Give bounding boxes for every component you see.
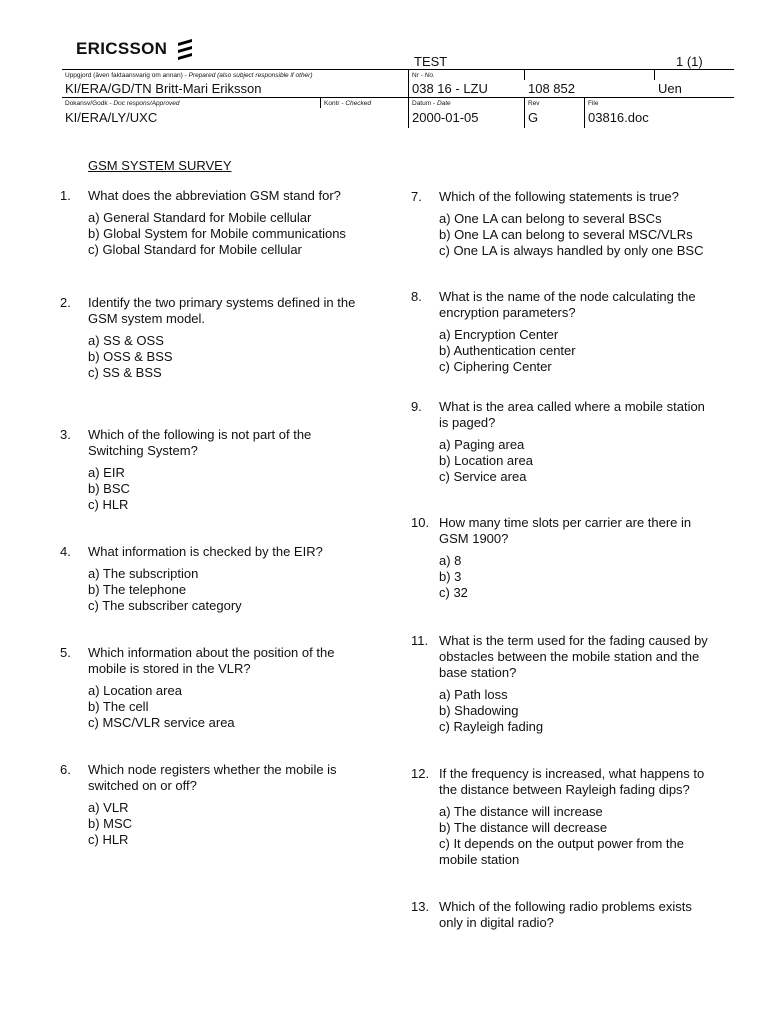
- question-text: [439, 766, 704, 798]
- rev-label: Rev: [528, 100, 540, 107]
- question-number: 5.: [60, 645, 71, 660]
- answer-option: c) MSC/VLR service area: [88, 715, 235, 730]
- answer-options: [439, 687, 543, 735]
- answer-option: a) One LA can belong to several BSCs: [439, 211, 662, 226]
- question-text-line: What does the abbreviation GSM stand for?: [88, 188, 341, 203]
- approved-cell: [62, 98, 320, 128]
- question-text: [439, 289, 696, 321]
- answer-option: b) Global System for Mobile communications: [88, 226, 346, 241]
- answer-options: [88, 683, 235, 731]
- answer-option: a) SS & OSS: [88, 333, 164, 348]
- date-cell: [408, 98, 525, 128]
- file-value: 03816.doc: [588, 110, 649, 125]
- answer-option: a) Encryption Center: [439, 327, 559, 342]
- answer-options: [439, 553, 468, 601]
- answer-option: c) It depends on the output power from the: [439, 836, 684, 851]
- no-cell: [408, 70, 525, 98]
- question-text-line: Switching System?: [88, 443, 198, 458]
- answer-option: a) Location area: [88, 683, 182, 698]
- answer-option: c) 32: [439, 585, 468, 600]
- question-number: 3.: [60, 427, 71, 442]
- question-text-line: Which of the following radio problems exists: [439, 899, 692, 914]
- ericsson-logo-mark-icon: [175, 38, 195, 60]
- question-text: [88, 427, 311, 459]
- question-text: [439, 189, 679, 205]
- survey-title: GSM SYSTEM SURVEY: [88, 158, 232, 173]
- answer-option: c) One LA is always handled by only one BSC: [439, 243, 704, 258]
- file-label: File: [588, 100, 599, 107]
- question-text-line: GSM 1900?: [439, 531, 509, 546]
- answer-options: [88, 333, 173, 381]
- question-text: [439, 399, 705, 431]
- answer-option: c) SS & BSS: [88, 365, 162, 380]
- answer-option: b) BSC: [88, 481, 130, 496]
- answer-option: a) The subscription: [88, 566, 199, 581]
- answer-option: a) VLR: [88, 800, 129, 815]
- question-text-line: If the frequency is increased, what happens to: [439, 766, 705, 781]
- header-row-prepared: [62, 69, 734, 98]
- question-text-line: is paged?: [439, 415, 496, 430]
- answer-options: [439, 327, 576, 375]
- doc-title: TEST: [414, 54, 448, 69]
- question-text-line: What is the area called where a mobile station: [439, 399, 705, 414]
- answer-option: a) EIR: [88, 465, 125, 480]
- answer-option: b) Shadowing: [439, 703, 519, 718]
- question-text-line: Which node registers whether the mobile is: [88, 762, 337, 777]
- answer-options: [88, 800, 132, 848]
- answer-option: c) HLR: [88, 832, 129, 847]
- answer-option: b) The cell: [88, 699, 149, 714]
- question-text-line: What is the term used for the fading caused by: [439, 633, 708, 648]
- prepared-label: Uppgjord (även faktaansvarig om annan) -: [65, 72, 187, 79]
- question-text: [88, 188, 341, 204]
- question-text-line: Identify the two primary systems defined in the: [88, 295, 356, 310]
- question-number: 2.: [60, 295, 71, 310]
- answer-option: b) The telephone: [88, 582, 187, 597]
- date-label-en: Date: [436, 100, 451, 107]
- question-text: [88, 295, 355, 327]
- rev-value: G: [528, 110, 539, 125]
- header-row-approved: [62, 97, 734, 128]
- date-label: Datum -: [412, 100, 436, 107]
- question-text-line: the distance between Rayleigh fading dips?: [439, 782, 690, 797]
- answer-option: a) General Standard for Mobile cellular: [88, 210, 312, 225]
- question-text-line: Which of the following is not part of the: [88, 427, 312, 442]
- no-value-3: Uen: [658, 81, 682, 96]
- rev-cell: [524, 98, 585, 128]
- logo-text: ERICSSON: [76, 39, 168, 58]
- answer-options: [88, 210, 346, 258]
- page-number: 1 (1): [676, 54, 703, 69]
- no-label: Nr -: [412, 72, 423, 79]
- question-number: 4.: [60, 544, 71, 559]
- answer-option: a) Path loss: [439, 687, 508, 702]
- answer-option: mobile station: [439, 852, 520, 867]
- approved-label: Dokansv/Godk -: [65, 100, 112, 107]
- question-text: [439, 899, 692, 931]
- question-number: 1.: [60, 188, 71, 203]
- answer-options: [439, 804, 684, 868]
- question-text-line: What information is checked by the EIR?: [88, 544, 323, 559]
- question-number: 6.: [60, 762, 71, 777]
- question-number: 11.: [411, 633, 429, 648]
- no-cell-2: [524, 70, 655, 96]
- answer-option: b) Location area: [439, 453, 533, 468]
- approved-value: KI/ERA/LY/UXC: [65, 110, 158, 125]
- answer-option: c) Service area: [439, 469, 527, 484]
- answer-option: a) 8: [439, 553, 462, 568]
- file-cell: [584, 98, 735, 128]
- question-number: 10.: [411, 515, 430, 530]
- question-text-line: How many time slots per carrier are there in: [439, 515, 692, 530]
- no-value-2: 108 852: [528, 81, 575, 96]
- answer-option: b) One LA can belong to several MSC/VLRs: [439, 227, 693, 242]
- question-number: 12.: [411, 766, 430, 781]
- answer-option: c) Global Standard for Mobile cellular: [88, 242, 302, 257]
- answer-option: b) The distance will decrease: [439, 820, 608, 835]
- question-text: [88, 762, 337, 794]
- question-text-line: Which information about the position of the: [88, 645, 335, 660]
- checked-label-en: Checked: [345, 100, 371, 107]
- question-number: 7.: [411, 189, 422, 204]
- question-text: [88, 645, 334, 677]
- approved-label-en: Doc respons/Approved: [113, 100, 180, 107]
- question-text: [439, 633, 708, 681]
- question-text-line: only in digital radio?: [439, 915, 554, 930]
- answer-option: b) Authentication center: [439, 343, 576, 358]
- question-text-line: What is the name of the node calculating the: [439, 289, 696, 304]
- answer-option: c) HLR: [88, 497, 129, 512]
- question-text: [88, 544, 323, 560]
- answer-option: b) 3: [439, 569, 462, 584]
- question-number: 8.: [411, 289, 422, 304]
- answer-options: [439, 211, 703, 259]
- prepared-cell: [62, 70, 408, 98]
- question-text-line: GSM system model.: [88, 311, 206, 326]
- question-text-line: base station?: [439, 665, 517, 680]
- answer-options: [439, 437, 533, 485]
- answer-option: b) MSC: [88, 816, 133, 831]
- question-text-line: Which of the following statements is true?: [439, 189, 679, 204]
- ericsson-logo: [76, 38, 195, 60]
- no-label-en: No.: [424, 72, 435, 79]
- question-text-line: obstacles between the mobile station and the: [439, 649, 700, 664]
- answer-option: c) The subscriber category: [88, 598, 242, 613]
- prepared-value: KI/ERA/GD/TN Britt-Mari Eriksson: [65, 81, 262, 96]
- question-text: [439, 515, 691, 547]
- question-text-line: encryption parameters?: [439, 305, 576, 320]
- answer-options: [88, 465, 130, 513]
- question-number: 13.: [411, 899, 430, 914]
- answer-option: a) The distance will increase: [439, 804, 603, 819]
- answer-option: c) Rayleigh fading: [439, 719, 544, 734]
- answer-options: [88, 566, 242, 614]
- question-number: 9.: [411, 399, 422, 414]
- question-text-line: switched on or off?: [88, 778, 197, 793]
- answer-option: b) OSS & BSS: [88, 349, 173, 364]
- no-cell-3: [654, 70, 735, 96]
- no-value-1: 038 16 - LZU: [412, 81, 488, 96]
- checked-cell: [320, 98, 409, 108]
- question-text-line: mobile is stored in the VLR?: [88, 661, 251, 676]
- answer-option: c) Ciphering Center: [439, 359, 552, 374]
- prepared-label-en: Prepared (also subject responsible if other): [188, 72, 313, 79]
- answer-option: a) Paging area: [439, 437, 525, 452]
- checked-label: Kontr -: [324, 100, 344, 107]
- date-value: 2000-01-05: [412, 110, 479, 125]
